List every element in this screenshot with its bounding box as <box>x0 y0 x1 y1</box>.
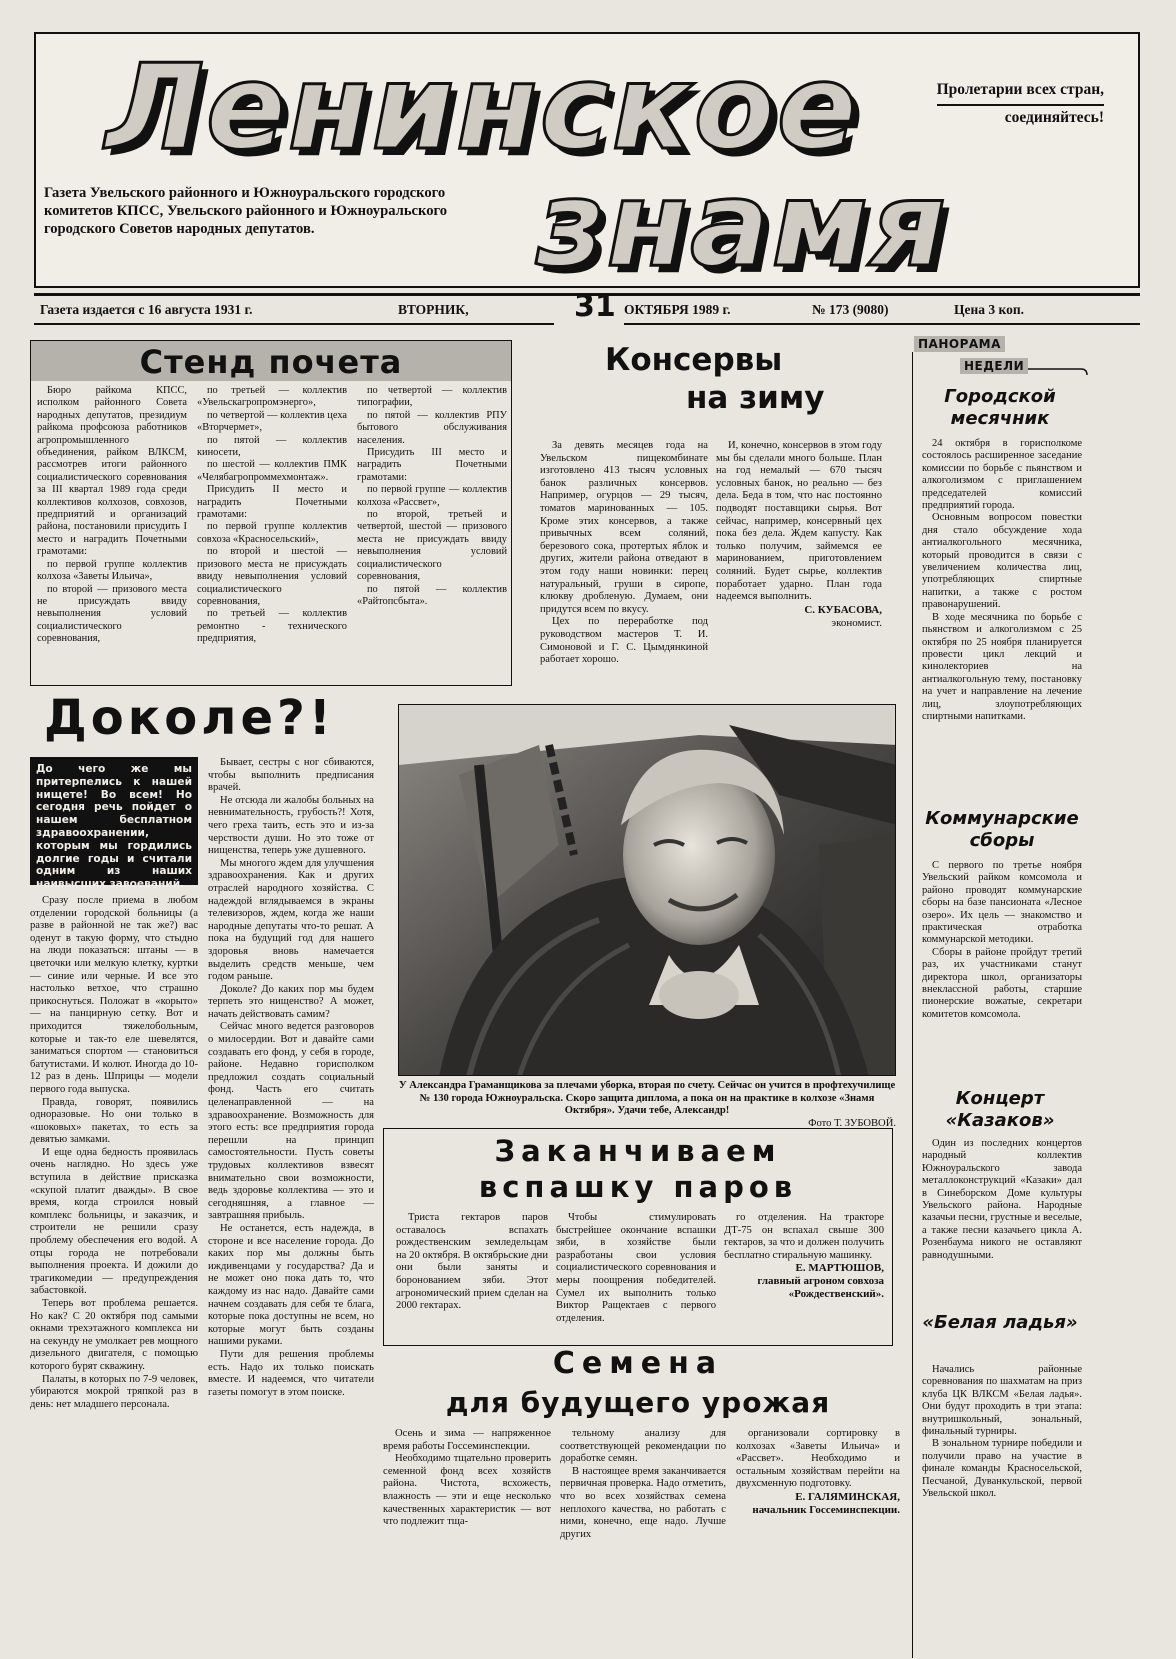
sidebar-item-text <box>922 860 1082 1021</box>
author-role: начальник Госсеминспекции. <box>752 1503 900 1516</box>
newspaper-title-line1: Ленинское <box>106 38 859 176</box>
paragraph: Сразу после приема в любом отделении городской больницы (а разве в районной не так же?) вас оденут в такую форму, что стыдно на люди показаться: штаны — в цветочки или мелкую клетку, куртки — синие или черные. И все это настолько ветхое, что страшно прикоснуться. Положат в «корыто» — на панцирную сетку. Вот и приходится тяжелобольным, которые и так-то еле шевелятся, заниматься спортом — становиться батутистами. И колют. Иногда до 10-12 раз в день. Шприцы — модели первого года выпуска. <box>30 895 198 1095</box>
author-signature <box>736 1491 900 1517</box>
paragraph: Один из последних концертов народный коллектив Южноуральского завода металлоконструкций «Казаки» дал в Синеборском Доме культуры Увельского района. Народные казачьи песни, грустные и веселые, а также песни казачьего цикла А. Розенбаума никого не оставляют равнодушными. <box>922 1138 1082 1261</box>
paragraph: Необходимо тщательно проверить семенной фонд всех хозяйств района. Чистота, всхожесть, влажность — эти и еще несколько качественных характеристик — вот что подлежит тща- <box>383 1453 551 1528</box>
paragraph: по третьей — коллектив «Увельскагропромэнерго», <box>197 385 347 409</box>
paragraph: Осень и зима — напряженное время работы Госсеминспекции. <box>383 1428 551 1452</box>
price: Цена 3 коп. <box>954 302 1025 317</box>
paragraph: Пути для решения проблемы есть. Надо их только поискать вместе. И надеемся, что читатели газеты помогут в этом поиске. <box>208 1348 374 1398</box>
panorama-tag-week: НЕДЕЛИ <box>960 358 1028 374</box>
paragraph: Теперь вот проблема решается. Но как? С 20 октября под самыми окнами трехэтажного комплекса ни на секунду не умолкает рев мощного дизельного двигателя, с помощью которого бурят скважину. <box>30 1298 198 1372</box>
caption-text: У Александра Граманщикова за плечами уборка, вторая по счету. Сейчас он учится в профтехучилище № 130 города Южноуральска. Скоро защита диплома, а пока он на практике в колхозе «Знамя Октября». Удачи тебе, Александр! <box>398 1080 896 1117</box>
paragraph: тельному анализу для соответствующей рекомендации по доработке семян. <box>560 1428 726 1465</box>
paragraph: по четвертой — коллектив цеха «Вторчермет», <box>197 409 347 434</box>
paragraph: по пятой — коллектив киносети, <box>197 434 347 459</box>
issue-number: № 173 (9080) <box>812 302 889 317</box>
slogan-line2: соединяйтесь! <box>1004 109 1104 126</box>
paragraph: Начались районные соревнования по шахматам на приз клуба ЦК ВЛКСМ «Белая ладья». Они будут проходить в три этапа: внутришкольный, зональный, финальный турниры. <box>922 1364 1082 1438</box>
article-konservy-col2 <box>716 440 882 630</box>
sidebar-item-title: Коммунарские сборы <box>925 808 1079 851</box>
paragraph: В настоящее время заканчивается первичная проверка. Надо отметить, что во всех хозяйствах семена неплохого качества, но работать с ними, конечно, еще надо. Лучше других <box>560 1465 726 1540</box>
paragraph: по первой группе коллектив колхоза «Заветы Ильича», <box>37 558 187 583</box>
article-title-line2: для будущего урожая <box>445 1386 831 1419</box>
article-dokole-col1 <box>30 895 198 1411</box>
newspaper-title-line2: знамя <box>536 155 948 293</box>
paragraph: Не останется, есть надежда, в стороне и все население города. До каких пор мы должны быть иждивенцами у государства? Да и не может оно пока дать то, что каждому из нас надо. Давайте сами начнем создавать для себя те блага, которые пока доступны не всем, но которые могут быть созданы нашими руками. <box>208 1222 374 1348</box>
sidebar-item-title: «Белая ладья» <box>922 1312 1078 1333</box>
publisher-info: Газета Увельского районного и Южноуральского городского комитетов КПСС, Увельского районного и Южноуральского городского Советов народных депутатов. <box>44 185 448 237</box>
masthead <box>34 32 1140 293</box>
paragraph: 24 октября в горисполкоме состоялось расширенное заседание комиссии по борьбе с пьянством и алкоголизмом с приглашением председателей комиссий предприятий города. <box>922 438 1082 512</box>
paragraph: Цех по переработке под руководством мастеров Т. И. Симоновой и Г. С. Цымдянкиной работает хорошо. <box>540 616 708 666</box>
author-name: Е. МАРТЮШОВ, <box>795 1262 884 1275</box>
paragraph: организовали сортировку в колхозах «Заветы Ильича» и «Рассвет». Необходимо и остальным хозяйствам перейти на двухсменную подготовку. <box>736 1428 900 1490</box>
author-signature <box>716 604 882 630</box>
article-title-line1: Консервы <box>605 342 783 378</box>
article-title-line2: вспашку паров <box>478 1170 798 1204</box>
paragraph: Присудить II место и наградить Почетными грамотами: <box>197 484 347 521</box>
article-zakanchivaem-col3 <box>724 1212 884 1301</box>
paragraph: Сборы в районе пройдут третий раз, их участниками станут директора школ, организаторы внеклассной работы, старшие пионерские вожатые, секретари комитетов комсомола. <box>922 946 1082 1020</box>
paragraph: по пятой — коллектив РПУ бытового обслуживания населения. <box>357 409 507 446</box>
paragraph: С первого по третье ноября Увельский райком комсомола и районо проводят коммунарские сборы на базе пансионата «Лесное озеро». Их цель — знакомство и практическая отработка коммунарской методики. <box>922 860 1082 946</box>
photo-credit: Фото Т. ЗУБОВОЙ. <box>808 1117 896 1129</box>
paragraph: Основным вопросом повестки дня стало обсуждение хода антиалкогольного месячника, который проводится в связи с увеличением количества лиц, употребляющих спиртные напитки, а также с ростом правонарушений. <box>922 512 1082 611</box>
article-dokole-col2 <box>208 757 374 1399</box>
author-name: С. КУБАСОВА, <box>804 603 882 616</box>
paragraph: по первой группе — коллектив колхоза «Рассвет», <box>357 484 507 508</box>
paragraph: Сейчас много ведется разговоров о милосердии. Вот и давайте сами создавать его фонд, у себя в городе, районе. Недавно горисполком предложил создать социальный фонд. Часть его считать целенаправленной — на здравоохранение. Возможность для этого есть: все предприятия города перешли на принцип самостоятельности. Пусть советы трудовых коллективов взвесят внимательно свои возможности, ведь здоровье коллектива — это и сегодняшняя, а главное — завтрашняя прибыль. <box>208 1021 374 1222</box>
weekday: ВТОРНИК, <box>398 302 469 317</box>
paragraph: В зональном турнире победили и получили право на участие в финале команды Красносельской, Песчаной, Дуванкульской, первой Увельской школ. <box>922 1438 1082 1500</box>
day-number: 31 <box>574 289 616 324</box>
paragraph: по шестой — коллектив ПМК «Челябагропроммехмонтаж». <box>197 459 347 483</box>
paragraph: по второй, третьей и четвертой, шестой — призового места не присуждать ввиду невыполнения условий социалистического соревнования, <box>357 509 507 583</box>
author-role: экономист. <box>831 616 882 629</box>
paragraph: И еще одна бедность проявилась очень наглядно. Но здесь уже вступила в действие присказка «скупой платит дважды». В свое время, когда строился новый комплекс больницы, и заказчик, и строители не решили сразу проблему обеспечения его водой. А отцы города не потребовали выполнения проекта. И дожили до трагикомедии — предупреждения забастовкой. <box>30 1146 198 1297</box>
paragraph: Присудить III место и наградить Почетными грамотами: <box>357 447 507 483</box>
author-name: Е. ГАЛЯМИНСКАЯ, <box>795 1490 900 1503</box>
dateline-bottom-rule-left <box>34 323 554 325</box>
paragraph: Триста гектаров паров оставалось вспахать рождественским земледельцам на 20 октября. В октябрьские дни они были заняты и боронованием зяби. Этот агрономический прием сделан на 2000 гектарах. <box>396 1212 548 1312</box>
author-role: главный агроном совхоза «Рождественский». <box>757 1275 884 1301</box>
author-signature <box>724 1262 884 1301</box>
photo-young-man-illustration <box>399 705 896 1076</box>
dateline-bottom-rule-right <box>624 323 1140 325</box>
news-photo <box>398 704 896 1076</box>
article-title: Доколе?! <box>44 690 335 746</box>
article-semena-col3 <box>736 1428 900 1517</box>
paragraph: по первой группе коллектив совхоза «Красносельский», <box>197 521 347 545</box>
paragraph: Не отсюда ли жалобы больных на невнимательность, грубость?! Хотя, чего греха таить, есть это и из-за черствости души. Но это тоже от нищенства, теперь уже душевного. <box>208 794 374 857</box>
paragraph: Доколе? До каких пор мы будем терпеть это нищенство? А может, начать действовать самим? <box>208 983 374 1020</box>
article-zakanchivaem-col2 <box>556 1212 716 1325</box>
paragraph: Правда, говорят, появились одноразовые. Но они только в «шоковых» пакетах, то есть за девятью замками. <box>30 1096 198 1146</box>
paragraph: Мы многого ждем для улучшения здравоохранения. Как и других отраслей народного хозяйства. С надеждой вглядываемся в экраны телевизоров, ждем, когда же наши народные депутаты что-то решат. А пока на будущий год для нашего здоровья вновь намечается выделить средств меньше, чем годом раньше. <box>208 857 374 983</box>
article-header-bar <box>31 341 511 381</box>
article-title-line1: Семена <box>552 1346 724 1381</box>
paragraph: по пятой — коллектив «Райтопсбыта». <box>357 583 507 607</box>
sidebar-item-title: Городской месячник <box>944 386 1056 429</box>
paragraph: по второй и шестой — призового места не присуждать ввиду невыполнения условий социалистического соревнования, <box>197 546 347 607</box>
paragraph: Бюро райкома КПСС, исполком районного Совета народных депутатов, президиум райкома профсоюза работников агропромышленного объединения, райком ВЛКСМ, рассмотрев итоги районного социалистического соревнования за III квартал 1989 года среди коллективов колхозов, совхозов, предприятий и организаций района, постановили присудить I место и наградить Почетными грамотами: <box>37 385 187 558</box>
month-year: ОКТЯБРЯ 1989 г. <box>624 302 731 317</box>
paragraph: по третьей — коллектив ремонтно - технического предприятия, <box>197 608 347 645</box>
article-zakanchivaem-col1 <box>396 1212 548 1313</box>
paragraph: го отделения. На тракторе ДТ-75 он вспахал свыше 300 гектаров, за что и должен получить бесплатно стиральную машинку. <box>724 1212 884 1261</box>
article-body <box>37 385 507 646</box>
sidebar-item-text <box>922 438 1082 723</box>
panorama-tag: ПАНОРАМА <box>914 336 1005 352</box>
article-lead: До чего же мы притерпелись к нашей нищете! Во всем! Но сегодня речь пойдет о нашем бесплатном здравоохранении, которым мы гордились долгие годы и считали одним из наших наивысших завоеваний. <box>30 757 198 885</box>
paragraph: И, конечно, консервов в этом году мы бы сделали много больше. План на год немалый — 670 тысяч условных банок, но реально — без дела. Беда в том, что нас постоянно подводят поставщики сырья. Вот сейчас, например, консервный цех пока без дела. Ждем капусту. Как только получим, займемся ее маринованием, приготовлением соляний. Будет сырье, коллектив поработает ударно. План года надеемся выполнить. <box>716 440 882 603</box>
photo-caption <box>398 1080 896 1130</box>
article-title: Стенд почета <box>139 343 403 381</box>
paragraph: За девять месяцев года на Увельском пищекомбинате изготовлено 413 тысяч условных банок различных консервов. Например, огурцов — 29 тысяч, томатов маринованных — 105. Кроме этих консервов, а также привычных всем соляний, березового сока, протертых яблок и других, жители района отведают в этом году наши новинки: перец натуральный, груши в сиропе, клюкву дробленую. Думаем, они придутся всем по вкусу. <box>540 440 708 615</box>
paragraph: по второй — призового места не присуждать ввиду невыполнения условий социалистического соревнования, <box>37 583 187 645</box>
sidebar-item-text <box>922 1364 1082 1500</box>
paragraph: Бывает, сестры с ног сбиваются, чтобы выполнить предписания врачей. <box>208 757 374 794</box>
article-title-line2: на зиму <box>686 380 825 416</box>
sidebar-item-text <box>922 1138 1082 1262</box>
article-semena-col1 <box>383 1428 551 1529</box>
slogan <box>937 78 1104 130</box>
dateline <box>34 289 1140 327</box>
paragraph: Палаты, в которых по 7-9 человек, убираются мокрой тряпкой раз в день: нет младшего персонала. <box>30 1373 198 1410</box>
article-stend-pocheta <box>30 340 512 686</box>
paragraph: по четвертой — коллектив типографии, <box>357 385 507 409</box>
paragraph: Чтобы стимулировать быстрейшее окончание вспашки зяби, в хозяйстве были разработаны свои условия социалистического соревнования и меры поощрения победителей. Сумел их выполнить только Виктор Ращектаев с первого отделения. <box>556 1212 716 1324</box>
slogan-line1: Пролетарии всех стран, <box>937 78 1104 106</box>
article-semena-col2 <box>560 1428 726 1541</box>
article-konservy-col1 <box>540 440 708 667</box>
article-title-line1: Заканчиваем <box>494 1134 782 1168</box>
paragraph: В ходе месячника по борьбе с пьянством и алкоголизмом с 25 октября по 25 ноября планируется провести цикл лекций и кинолекториев на антиалкогольную тему, постановку на учет и направление на лечение лиц, злоупотребляющих спиртными напитками. <box>922 611 1082 722</box>
publication-since: Газета издается с 16 августа 1931 г. <box>40 302 253 317</box>
sidebar-item-title: Концерт «Казаков» <box>945 1088 1055 1131</box>
